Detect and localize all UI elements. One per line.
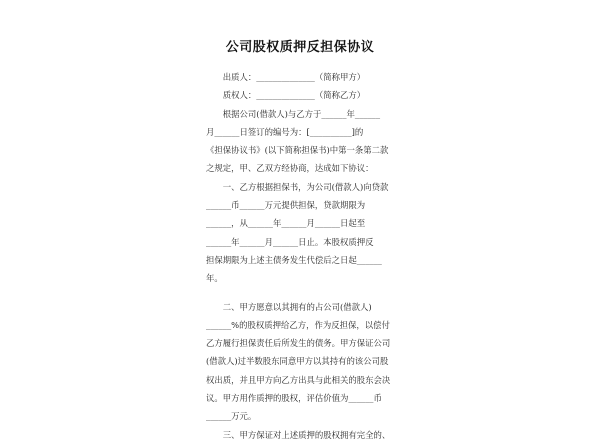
text-line: 乙方履行担保责任后所发生的债务。甲方保证公司 [206,338,391,349]
text-line: ______年______月______日止。本股权质押反 [206,236,374,247]
text-line: 二、甲方愿意以其拥有的占公司(借款人) [206,301,372,312]
text-line: 根据公司(借款人)与乙方于______年______ [206,108,381,119]
text-line: 之规定，甲、乙双方经协商，达成如下协议： [206,163,374,174]
text-line: ______%的股权质押给乙方，作为反担保，以偿付 [206,319,390,330]
text-line: 一、乙方根据担保书，为公司(借款人)向贷款 [206,181,389,192]
text-line: ______，从______年______月______日起至 [206,218,366,229]
text-line: 质权人：______________（简称乙方） [206,90,366,101]
paragraph-gap [206,288,396,298]
text-line: 三、甲方保证对上述质押的股权拥有完全的、 [206,429,391,440]
document-title: 公司股权质押反担保协议 [225,40,375,55]
text-line: ______币______万元提供担保，贷款期限为 [206,200,366,211]
text-line: (借款人)过半数股东同意甲方以其持有的该公司股 [206,356,389,367]
text-line: 年。 [206,273,223,284]
text-line: 议。甲方用作质押的股权，评估价值为______币 [206,393,382,404]
text-line: 出质人：______________（简称甲方） [206,72,366,82]
text-line: 《担保协议书》(以下简称担保书)中第一条第二款 [206,145,389,156]
text-line: 月______日签订的编号为：[__________]的 [206,126,364,137]
text-line: ______万元。 [206,411,257,422]
text-line: 权出质，并且甲方向乙方出具与此相关的股东会决 [206,374,391,385]
document-body [206,68,396,444]
text-line: 担保期限为上述主债务发生代偿后之日起______ [206,254,382,265]
